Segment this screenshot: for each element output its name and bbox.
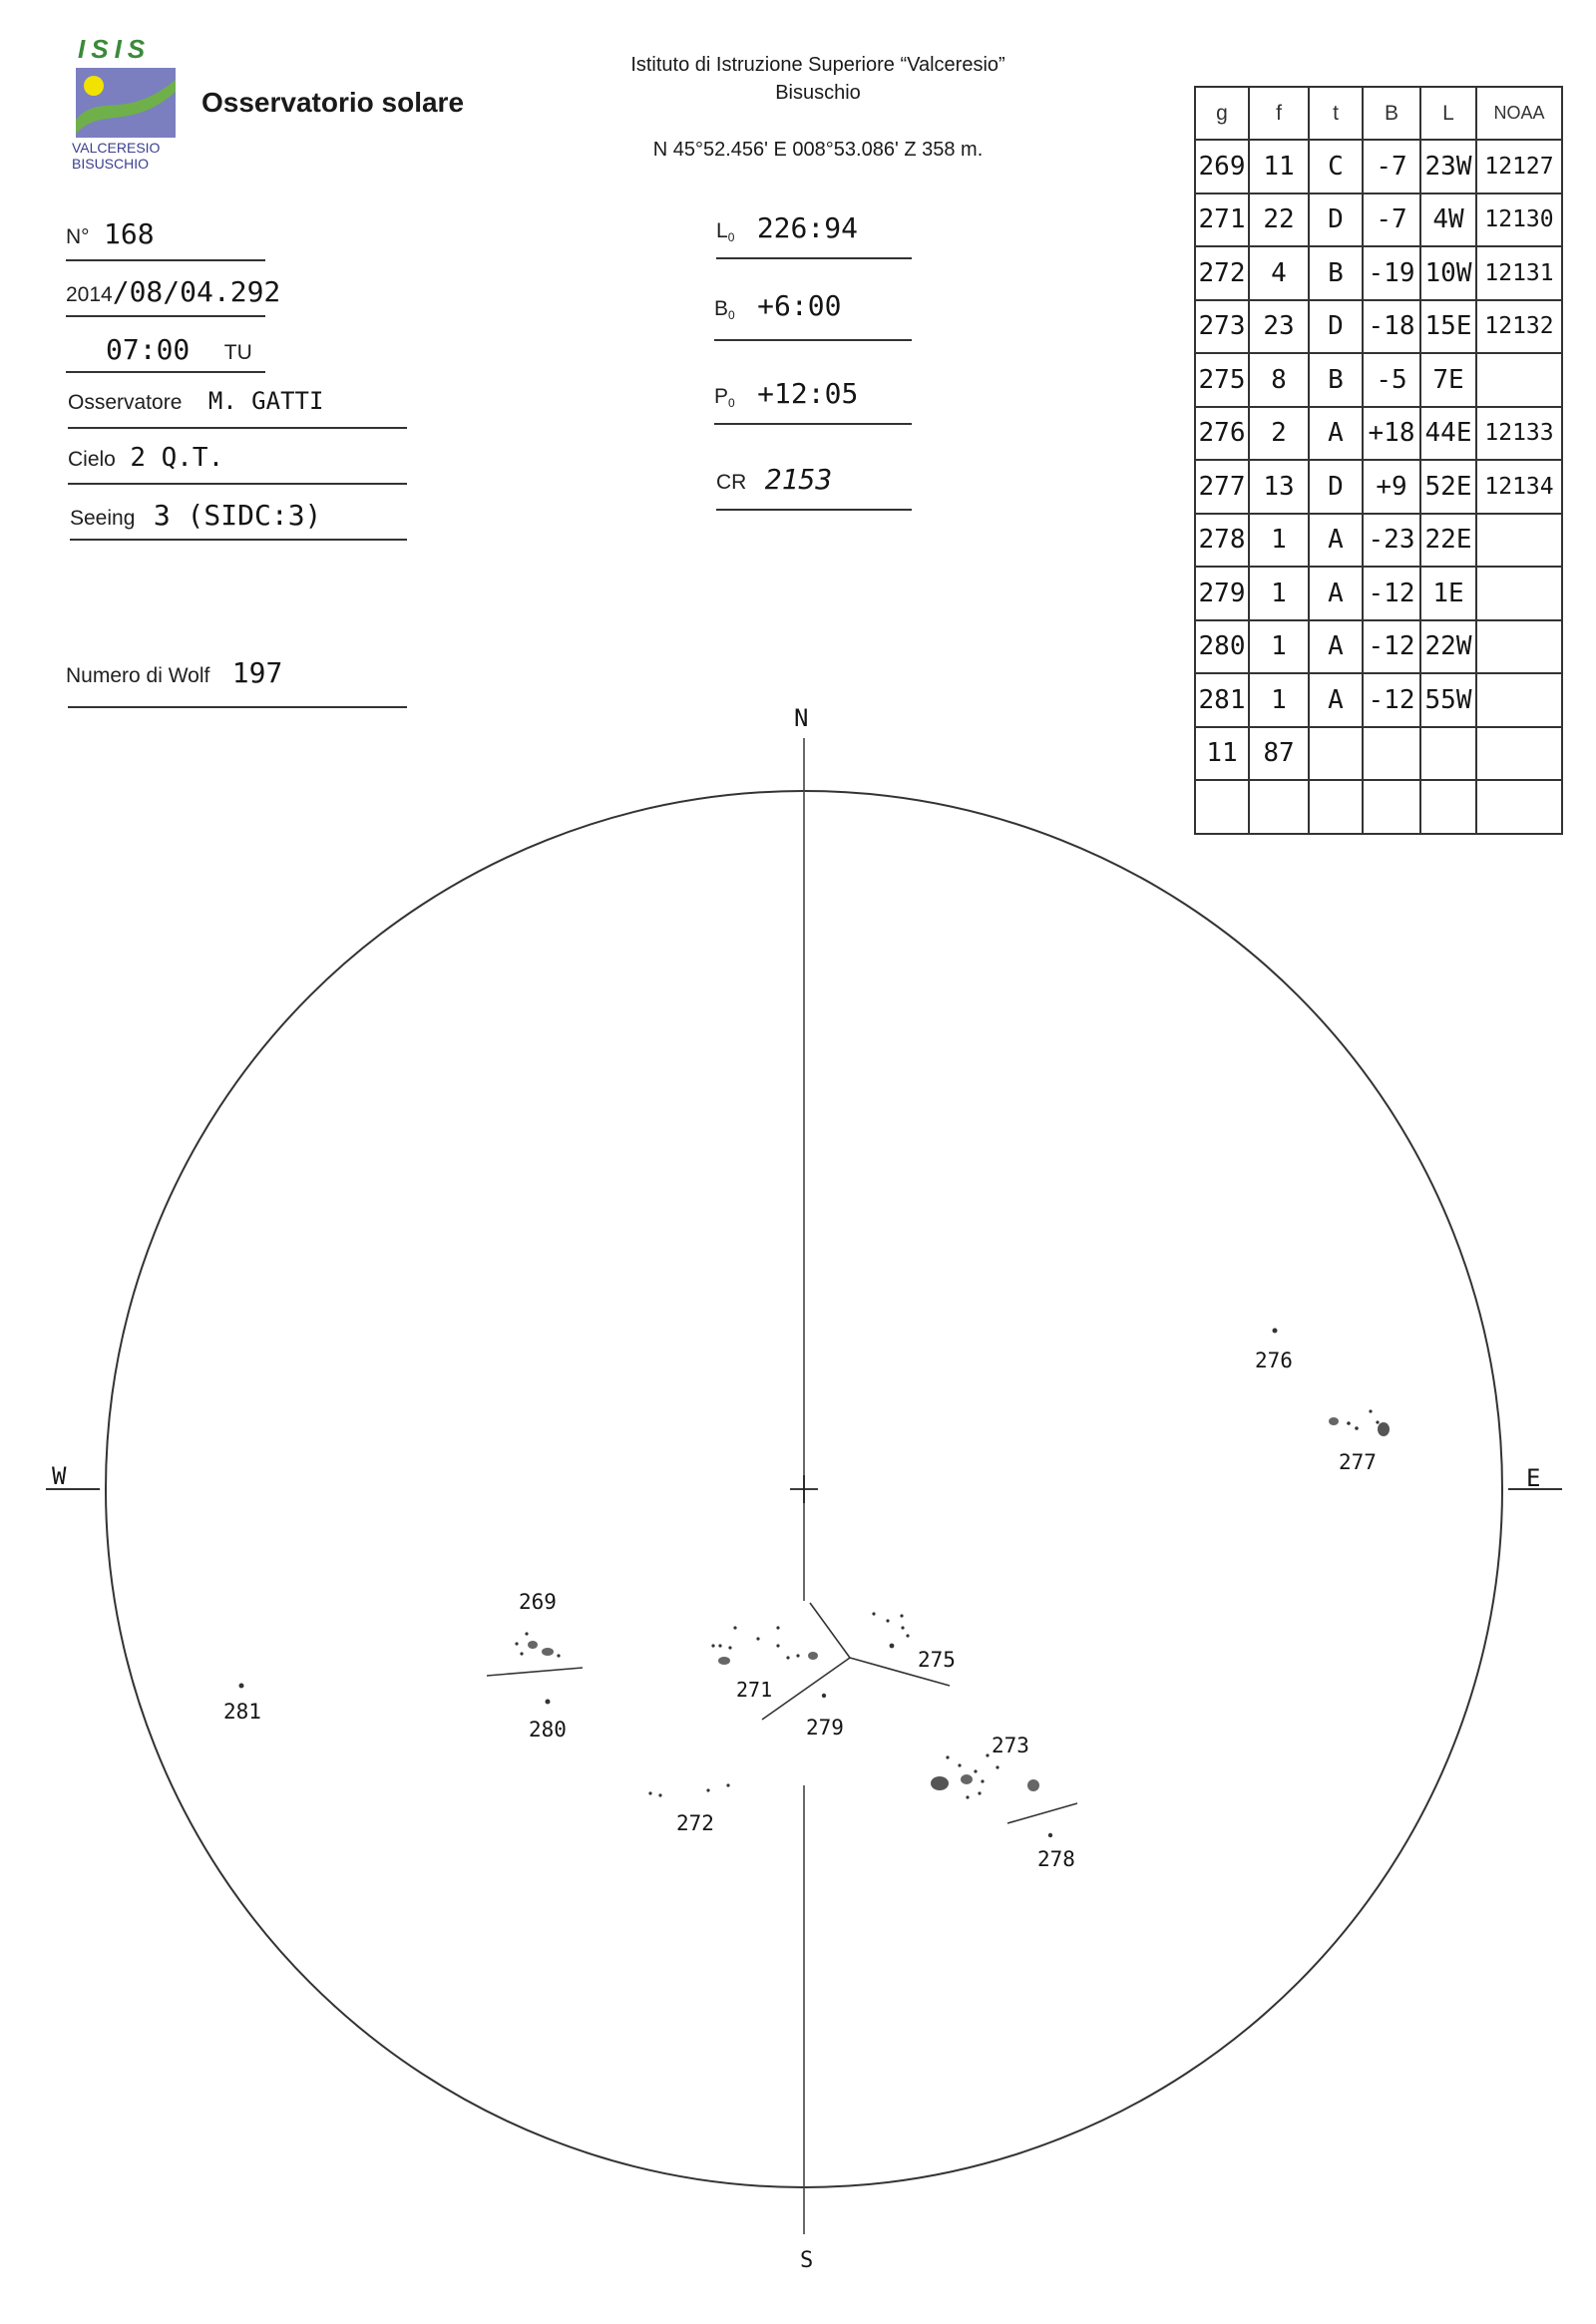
col-header-noaa: NOAA — [1476, 87, 1562, 140]
institute-coords: N 45°52.456' E 008°53.086' Z 358 m. — [652, 139, 984, 161]
wolf-label: Numero di Wolf — [66, 664, 210, 687]
cell-f: 22 — [1249, 194, 1309, 247]
group-label-269: 269 — [519, 1590, 557, 1614]
cell-g: 277 — [1195, 460, 1249, 514]
cell-b: +9 — [1363, 460, 1420, 514]
l0-label: L — [716, 219, 728, 242]
p0-label: P — [714, 385, 729, 408]
b0-value: +6:00 — [757, 289, 842, 322]
col-header-b: B — [1363, 87, 1420, 140]
seeing-label: Seeing — [70, 507, 136, 530]
cell-l: 10W — [1420, 246, 1476, 300]
cell-f: 1 — [1249, 673, 1309, 727]
date-value: /08/04.292 — [112, 275, 281, 308]
spot-273c — [1027, 1779, 1039, 1791]
cell-noaa: 12130 — [1476, 194, 1562, 247]
cell-l: 52E — [1420, 460, 1476, 514]
cell-b: -7 — [1363, 140, 1420, 194]
group-label-275: 275 — [918, 1648, 956, 1672]
cell-g: 269 — [1195, 140, 1249, 194]
group-label-278: 278 — [1037, 1847, 1075, 1871]
spot-280 — [546, 1700, 551, 1705]
cell-noaa: 12127 — [1476, 140, 1562, 194]
cell-b: -12 — [1363, 673, 1420, 727]
cell-noaa: 12131 — [1476, 246, 1562, 300]
cell-g: 275 — [1195, 353, 1249, 407]
institute-name: Istituto di Istruzione Superiore “Valceresio” — [630, 54, 1005, 76]
group-label-273: 273 — [992, 1734, 1029, 1757]
spot-271a — [718, 1657, 730, 1665]
cell-noaa: 12134 — [1476, 460, 1562, 514]
l0-field: $L_0$ 226:94 — [716, 211, 858, 245]
spot-277b — [1378, 1422, 1390, 1436]
p0-field: $P_0$ +12:05 — [714, 377, 859, 411]
cell-b: -12 — [1363, 620, 1420, 674]
cell-f: 1 — [1249, 514, 1309, 568]
sky-label: Cielo — [68, 448, 116, 471]
cell-f: 11 — [1249, 140, 1309, 194]
cell-g: 272 — [1195, 246, 1249, 300]
b0-field: $B_0$ +6:00 — [714, 289, 842, 323]
cell-g: 273 — [1195, 300, 1249, 354]
cell-t: B — [1309, 353, 1363, 407]
spot-271b — [808, 1652, 818, 1660]
group-label-271: 271 — [736, 1678, 773, 1702]
spot-269a — [528, 1641, 538, 1649]
label-south: S — [800, 2248, 814, 2273]
label-east: E — [1526, 1464, 1541, 1492]
col-header-t: t — [1309, 87, 1363, 140]
cell-t: B — [1309, 246, 1363, 300]
number-value: 168 — [104, 217, 155, 250]
col-header-f: f — [1249, 87, 1309, 140]
cell-b: -23 — [1363, 514, 1420, 568]
wolf-value: 197 — [231, 656, 283, 689]
cell-l: 22E — [1420, 514, 1476, 568]
cell-t: A — [1309, 620, 1363, 674]
cell-f: 1 — [1249, 620, 1309, 674]
group-label-279: 279 — [806, 1716, 844, 1740]
cell-b: +18 — [1363, 407, 1420, 461]
observer-value: M. GATTI — [207, 387, 324, 415]
cell-g: 281 — [1195, 673, 1249, 727]
cell-t: A — [1309, 407, 1363, 461]
cell-b: -19 — [1363, 246, 1420, 300]
cr-label: CR — [716, 471, 747, 494]
cell-f: 1 — [1249, 567, 1309, 620]
spot-281 — [239, 1684, 244, 1689]
cell-t: A — [1309, 567, 1363, 620]
label-north: N — [794, 704, 809, 732]
spot-273b — [961, 1774, 973, 1784]
cell-l: 1E — [1420, 567, 1476, 620]
cell-f: 23 — [1249, 300, 1309, 354]
group-label-272: 272 — [676, 1811, 714, 1835]
cell-f: 2 — [1249, 407, 1309, 461]
spot-278 — [1048, 1833, 1052, 1837]
time-unit: TU — [223, 341, 252, 364]
col-header-l: L — [1420, 87, 1476, 140]
cell-b: -12 — [1363, 567, 1420, 620]
cell-f: 4 — [1249, 246, 1309, 300]
cell-t: A — [1309, 673, 1363, 727]
number-label: N° — [66, 225, 90, 248]
cell-g: 279 — [1195, 567, 1249, 620]
time-value: 07:00 — [106, 333, 191, 366]
date-prefix: 2014 — [66, 283, 113, 306]
group-label-280: 280 — [529, 1718, 567, 1742]
cell-l: 44E — [1420, 407, 1476, 461]
spot-273a — [931, 1776, 949, 1790]
cell-f: 87 — [1249, 727, 1309, 781]
cell-l: 4W — [1420, 194, 1476, 247]
cr-value: 2153 — [764, 463, 833, 496]
label-west: W — [52, 1462, 67, 1490]
cell-f: 8 — [1249, 353, 1309, 407]
logo-line1: VALCERESIO — [72, 140, 161, 156]
spot-277a — [1329, 1417, 1339, 1425]
page-title: Osservatorio solare — [201, 87, 465, 118]
cell-t: D — [1309, 460, 1363, 514]
cell-g: 276 — [1195, 407, 1249, 461]
cell-t: D — [1309, 300, 1363, 354]
observer-label: Osservatore — [68, 391, 183, 414]
cell-g: 280 — [1195, 620, 1249, 674]
institute-town: Bisuschio — [775, 82, 861, 104]
group-label-277: 277 — [1339, 1450, 1377, 1474]
cell-l: 22W — [1420, 620, 1476, 674]
cell-g: 11 — [1195, 727, 1249, 781]
cell-g: 271 — [1195, 194, 1249, 247]
cell-l: 7E — [1420, 353, 1476, 407]
logo-line2: BISUSCHIO — [72, 156, 150, 172]
cell-b: -7 — [1363, 194, 1420, 247]
cell-l: 55W — [1420, 673, 1476, 727]
spot-279 — [822, 1694, 826, 1698]
cell-l: 23W — [1420, 140, 1476, 194]
p0-value: +12:05 — [757, 377, 859, 410]
sky-value: 2 Q.T. — [130, 443, 224, 473]
cell-noaa: 12132 — [1476, 300, 1562, 354]
cell-noaa: 12133 — [1476, 407, 1562, 461]
cell-f: 13 — [1249, 460, 1309, 514]
cell-l: 15E — [1420, 300, 1476, 354]
col-header-g: g — [1195, 87, 1249, 140]
cell-g: 278 — [1195, 514, 1249, 568]
seeing-value: 3 (SIDC:3) — [153, 499, 322, 532]
group-label-281: 281 — [223, 1700, 261, 1724]
cell-b: -18 — [1363, 300, 1420, 354]
logo-top-text: ISIS — [78, 34, 152, 64]
cell-b: -5 — [1363, 353, 1420, 407]
group-label-276: 276 — [1255, 1349, 1293, 1372]
cell-t: C — [1309, 140, 1363, 194]
spot-276 — [1273, 1329, 1278, 1334]
cell-t: D — [1309, 194, 1363, 247]
b0-label: B — [714, 297, 729, 320]
spot-269b — [542, 1648, 554, 1656]
cell-t: A — [1309, 514, 1363, 568]
l0-value: 226:94 — [756, 211, 858, 244]
